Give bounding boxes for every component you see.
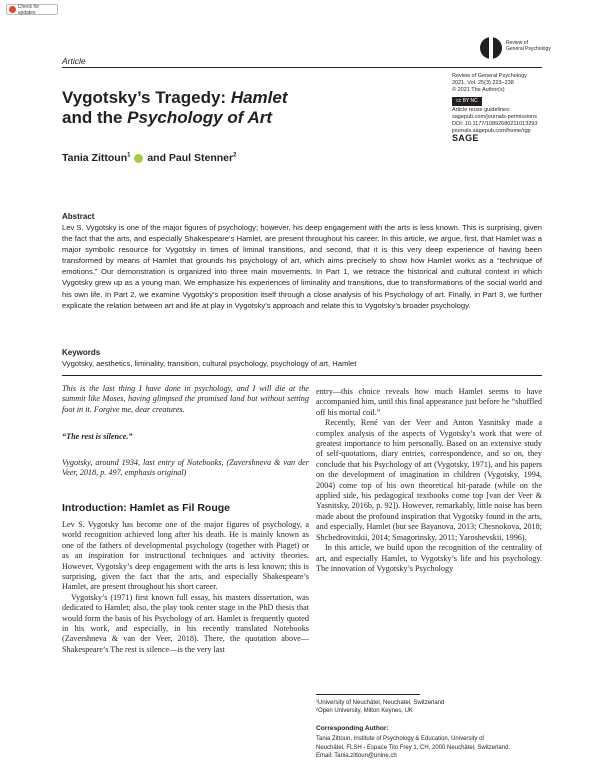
paragraph: In this article, we build upon the recognition of the centrality of art, and especially Hamlet, to Vygotsky’s life and his psychology. The innovation of Vygotsky’s Psychology xyxy=(316,543,542,573)
paragraph: Lev S. Vygotsky has become one of the major figures of psychology, a world recognition achieved long after his death. He is mainly known as one of the fathers of developmental psychology (together with Piaget) or as an inspiration for instructional techniques and activity theories. However, Vygotsky’s deep engagement with the arts is less known; this is surprising, given the fact that the arts, and especially Shakespeare’s Hamlet, are present throughout his short career. xyxy=(62,520,309,592)
check-updates-icon xyxy=(9,6,16,13)
corresponding-author-heading: Corresponding Author: xyxy=(316,725,389,732)
epigraph-quote: This is the last thing I have done in psychology, and I will die at the summit like Moses, having glimpsed the promised land but without setting foot in it. Forgive me, dear creatures. xyxy=(62,384,309,414)
copyright: © 2021 The Author(s) xyxy=(452,87,505,94)
left-column-body xyxy=(62,520,309,655)
affiliation-1: ¹University of Neuchâtel, Neuchatel, Switzerland xyxy=(316,700,445,706)
paragraph: entry—this choice reveals how much Hamlet seems to have accompanied him, until this final appearance just before he “shuffled off his mortal coil.” xyxy=(316,387,542,417)
affiliation-2: ²Open University, Milton Keynes, UK xyxy=(316,708,413,715)
article-type-label: Article xyxy=(62,56,86,66)
check-for-updates-badge[interactable] xyxy=(6,4,58,15)
article-title: Vygotsky’s Tragedy: Hamlet and the Psychology of Art xyxy=(62,88,288,127)
corresponding-author-details: Tania Zittoun, Institute of Psychology & Education, University of Neuchâtel, FLSH - Espace Tilo Frey 1, CH, 2000 Neuchâtel, Switzerland. Email: Tania.zittoun@unine.ch xyxy=(316,735,542,761)
abstract-text: Lev S. Vygotsky is one of the major figures of psychology; however, his deep engagement with the arts is less known. This is surprising, given the fact that the arts, and especially Shakespeare’s Hamlet, are present throughout his career. In this article, we argue, first, that Hamlet was a major symbolic resource for Vygotsky in times of liminal transitions, and second, that it is this very deep experience of having been transformed by means of Hamlet that grounds his psychology of art, which aims precisely to show how Hamlet works as a “technique of emotions.” Our demonstration is organized into three main movements. In Part 1, we retrace the historical and cultural context in which Vygotsky grew up as a young man. We emphasize his experiences of liminality and transitions, due to transformations of the social world and his own life. In Part 2, we examine Vygotsky’s proposition itself through a close analysis of his Psychology of art. Finally, in Part 3, we further explicate the relation between art and life at play in Vygotsky’s approach and relate this to Vygotsky’s broader psychology. xyxy=(62,223,542,310)
author-2: and Paul Stenner xyxy=(147,152,234,164)
journal-name: Review of General Psychology xyxy=(452,73,527,79)
section-rule xyxy=(62,375,542,376)
right-column-body xyxy=(316,387,542,574)
epigraph-rest: “The rest is silence.” xyxy=(62,432,133,441)
check-updates-label: Check for updates xyxy=(17,3,40,16)
authors: Tania Zittoun$^1$ and Paul Stenner$^2$ xyxy=(62,152,237,164)
article-metadata xyxy=(452,73,582,143)
permissions-link[interactable]: sagepub.com/journals-permissions xyxy=(452,113,537,120)
epigraph-source: Vygotsky, around 1934, last entry of Notebooks, (Zavershneva & van der Veer, 2018, p. 497, emphasis original) xyxy=(62,458,309,478)
creative-commons-badge: cc BY NC xyxy=(452,97,482,106)
affiliations xyxy=(316,699,542,716)
author-1: Tania Zittoun xyxy=(62,152,128,164)
journal-logo-name: Review of General Psychology xyxy=(506,40,551,52)
journal-logo xyxy=(480,37,558,63)
sage-logo: SAGE xyxy=(452,133,479,144)
orcid-icon[interactable] xyxy=(134,154,143,163)
volume-info: 2021, Vol. 25(3) 223–238 xyxy=(452,80,514,87)
doi[interactable]: DOI: 10.1177/10892680211013293 xyxy=(452,121,538,128)
section-heading: Introduction: Hamlet as Fil Rouge xyxy=(62,502,231,514)
journal-logo-icon xyxy=(480,37,502,59)
keywords-text: Vygotsky, aesthetics, liminality, transition, cultural psychology, psychology of art, Hamlet xyxy=(62,359,357,368)
corresponding-email[interactable]: Email: Tania.zittoun@unine.ch xyxy=(316,753,397,760)
paragraph: Vygotsky’s (1971) first known full essay, his masters dissertation, was dedicated to Hamlet; also, the play took center stage in the PhD thesis that would form the basis of his Psychology of art. Hamlet is frequently quoted in his work, and especially, in his recently translated Notebooks (Zavershneva & van der Veer, 2018). There, the quotation above—Shakespeare’s The rest is silence—is the very last xyxy=(62,592,309,654)
header-rule xyxy=(62,67,542,68)
keywords-heading: Keywords xyxy=(62,348,101,357)
paragraph: Recently, René van der Veer and Anton Yasnitsky made a complex analysis of the aspects of Vygotsky’s work that were of greatest importance to him personally. Based on an extensive study of self-quotations, diary entries, correspondence, and so on, they conclude that his Psychology of art (Vygotsky, 1971), and his papers on the development of imagination in children (Vygotsky, 1994, 2004) come top of his own theoretical hit-parade (while on the applied side, his pedagogical textbooks come top [van der Veer & Yasnitsky, 2016b, p. 92]). However, remarkably, little noise has been made about the profound inspiration that Vygotsky found in the arts, and especially, Hamlet (but see Bayanova, 2013; Chesnokova, 2018; Shchedrovitskii, 2014; Smagorinsky, 2011; Yaroshevskii, 1996). xyxy=(316,418,542,542)
footnote-rule xyxy=(316,694,420,695)
abstract-heading: Abstract xyxy=(62,212,95,221)
reuse-guidelines: Article reuse guidelines: xyxy=(452,106,511,113)
journal-link[interactable]: journals.sagepub.com/home/rgp xyxy=(452,128,531,135)
